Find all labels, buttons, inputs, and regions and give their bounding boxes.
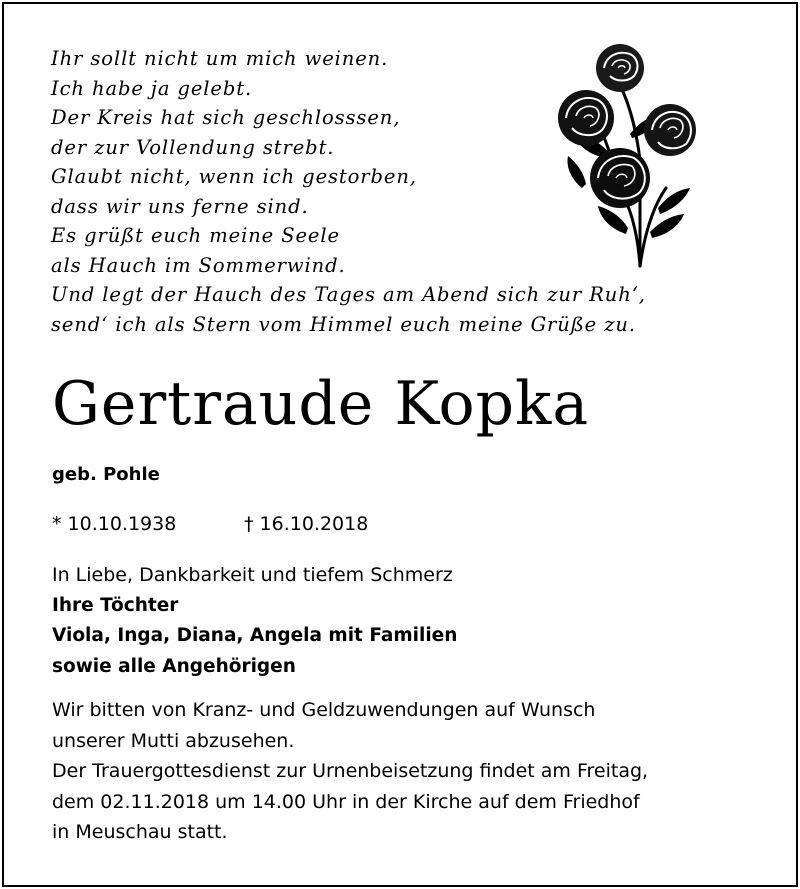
poem-line: Ihr sollt nicht um mich weinen. — [51, 47, 389, 70]
notice-line: Der Trauergottesdienst zur Urnenbeisetzung findet am Freitag, — [52, 760, 649, 782]
mourners-block — [52, 560, 457, 682]
poem-line: dass wir uns ferne sind. — [51, 194, 309, 218]
funeral-notice — [52, 695, 648, 848]
death-date: † 16.10.2018 — [244, 513, 369, 535]
poem-line: der zur Vollendung strebt. — [51, 135, 335, 159]
poem-line: send‘ ich als Stern vom Himmel euch meine Grüße zu. — [51, 312, 636, 336]
roses-illustration-icon — [548, 38, 703, 270]
poem-line: als Hauch im Sommerwind. — [51, 253, 346, 277]
notice-line: Wir bitten von Kranz- und Geldzuwendungen auf Wunsch — [52, 699, 596, 721]
notice-line: unserer Mutti abzusehen. — [52, 729, 295, 752]
mourners-line: Ihre Töchter — [52, 594, 179, 616]
mourners-line: Viola, Inga, Diana, Angela mit Familien — [52, 625, 458, 646]
poem-line: Ich habe ja gelebt. — [51, 76, 253, 100]
poem-line: Der Kreis hat sich geschlosssen, — [51, 106, 401, 129]
mourners-line: sowie alle Angehörigen — [52, 655, 296, 677]
maiden-name: geb. Pohle — [52, 464, 160, 485]
notice-line: in Meuschau statt. — [52, 821, 228, 843]
poem-line: Und legt der Hauch des Tages am Abend sich zur Ruh‘, — [51, 283, 646, 306]
life-dates — [52, 510, 369, 538]
poem-line: Glaubt nicht, wenn ich gestorben, — [51, 165, 417, 188]
poem-line: Es grüßt euch meine Seele — [51, 224, 340, 247]
mourners-intro: In Liebe, Dankbarkeit und tiefem Schmerz — [52, 564, 453, 586]
deceased-name: Gertraude Kopka — [52, 369, 590, 439]
notice-line: dem 02.11.2018 um 14.00 Uhr in der Kirche auf dem Friedhof — [52, 790, 640, 813]
birth-date: * 10.10.1938 — [52, 513, 177, 535]
